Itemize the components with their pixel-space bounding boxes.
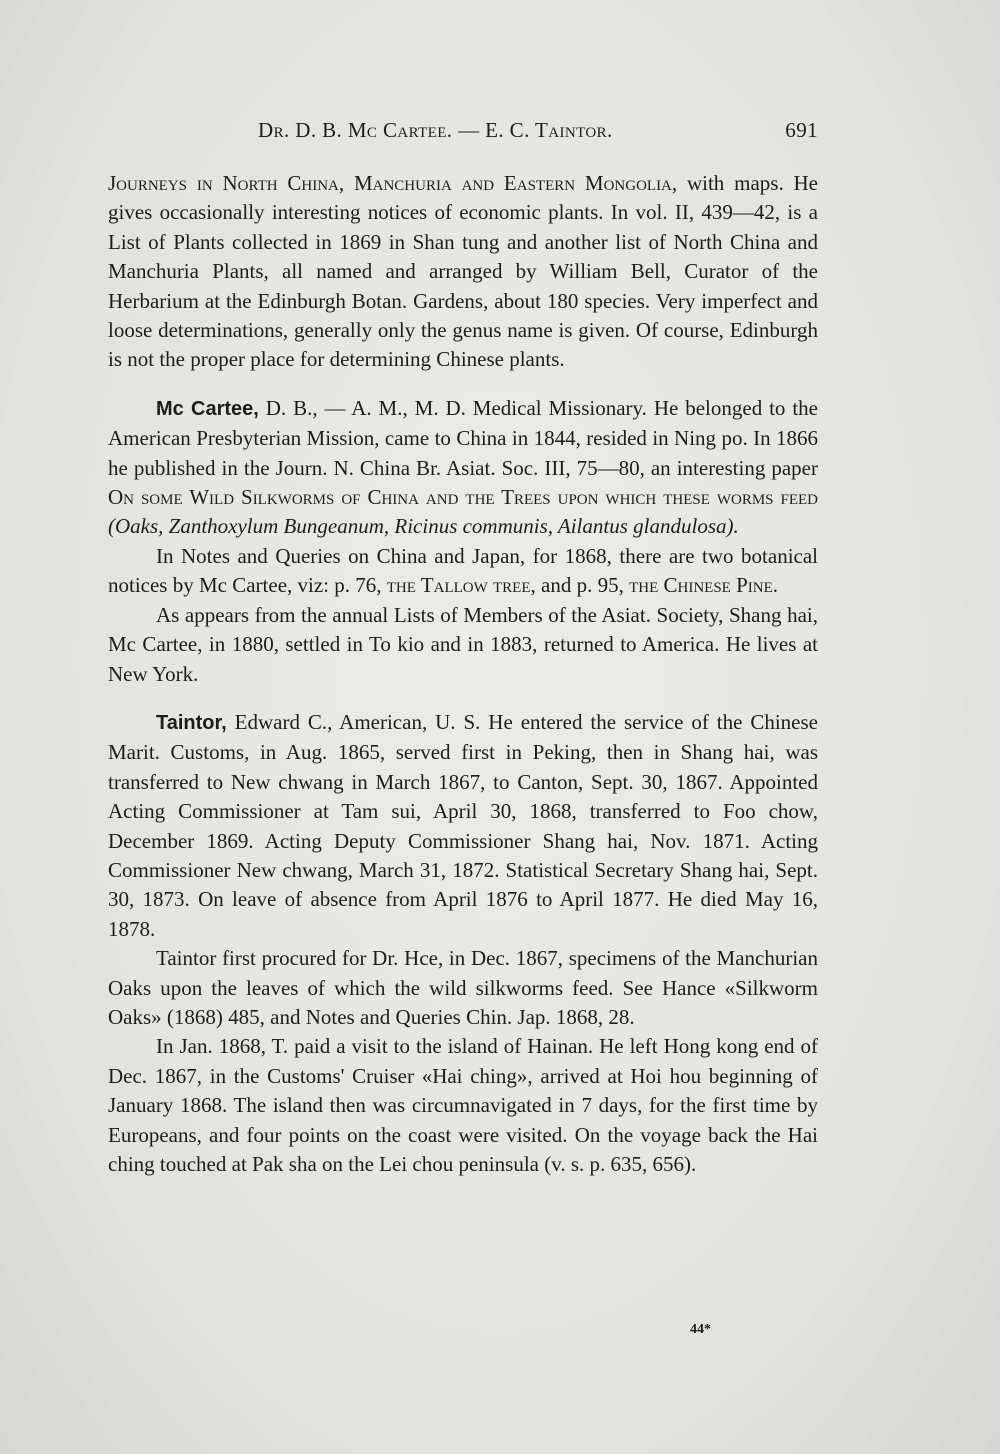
paragraph-text: D. B., — A. M., M. D. Medical Missionary. He belonged to the American Presbyterian Mission, came to China in 1844, resided in Ning po. In 1866 he published in the Journ. N. China Br. Asiat. Soc. III, 75—80, an interesting paper: [108, 395, 818, 480]
paragraph-mccartee: [108, 394, 818, 542]
running-header: [258, 118, 818, 148]
paragraph-notes-queries: [108, 542, 818, 601]
body-text: [108, 169, 818, 1179]
paragraph-oaks: Taintor first procured for Dr. Hce, in Dec. 1867, specimens of the Manchurian Oaks upon the leaves of which the wild silkworms feed. See Hance «Silkworm Oaks» (1868) 485, and Notes and Queries Chin. Jap. 1868, 28.: [108, 946, 818, 1029]
notice-title-smallcaps: the Chinese Pine.: [629, 573, 779, 598]
signature-mark: 44*: [690, 1322, 711, 1337]
paragraph-journeys: [108, 169, 818, 375]
paragraph-hainan: In Jan. 1868, T. paid a visit to the island of Hainan. He left Hong kong end of Dec. 1867, in the Customs' Cruiser «Hai ching», arrived at Hoi hou beginning of January 1868. The island then was circumnavigated in 7 days, for the first time by Europeans, and four points on the coast were visited. On the voyage back the Hai ching touched at Pak sha on the Lei chou peninsula (v. s. p. 635, 656).: [108, 1034, 818, 1176]
paragraph-text: Edward C., American, U. S. He entered the service of the Chinese Marit. Customs, in Aug. 1865, served first in Peking, then in Shang hai, was transferred to New chwang in March 1867, to Canton, Sept. 30, 1867. Appointed Acting Commissioner at Tam sui, April 30, 1868, transferred to Foo chow, December 1869. Acting Deputy Commissioner Shang hai, Nov. 1871. Acting Commissioner New chwang, March 31, 1872. Statistical Secretary Shang hai, Sept. 30, 1873. On leave of absence from April 1876 to April 1877. He died May 16, 1878.: [108, 709, 818, 941]
running-title: Dr. D. B. Mc Cartee. — E. C. Taintor.: [258, 118, 613, 142]
notice-title-smallcaps: the Tallow tree,: [386, 573, 536, 598]
paragraph-text: In Notes and Queries on China and Japan, for 1868, there are two botanical notices by Mc Cartee, viz: p. 76,: [108, 543, 818, 598]
book-title-smallcaps: Journeys in North China, Manchuria and Eastern Mongolia,: [108, 171, 678, 195]
paragraph-text: and p. 95,: [535, 573, 630, 598]
entry-name-taintor: Taintor,: [156, 711, 227, 734]
species-italic: (Oaks, Zanthoxylum Bungeanum, Ricinus communis, Ailantus glandulosa).: [108, 514, 739, 539]
paper-title-smallcaps: On some Wild Silkworms of China and the Trees upon which these worms feed: [108, 485, 818, 510]
paragraph-taintor: [108, 708, 818, 944]
paragraph-text: with maps. He gives occasionally interesting notices of economic plants. In vol. II, 439—42, is a List of Plants collected in 1869 in Shan tung and another list of North China and Manchuria Plants, all named and arranged by William Bell, Curator of the Herbarium at the Edinburgh Botan. Gardens, about 180 species. Very imperfect and loose determinations, generally only the genus name is given. Of course, Edinburgh is not the proper place for determining Chinese plants.: [108, 171, 819, 372]
paragraph-members: As appears from the annual Lists of Members of the Asiat. Society, Shang hai, Mc Cartee, in 1880, settled in To kio and in 1883, returned to America. He lives at New York.: [108, 602, 818, 686]
page-number: 691: [785, 118, 818, 142]
entry-name-mccartee: Mc Cartee,: [156, 397, 259, 420]
